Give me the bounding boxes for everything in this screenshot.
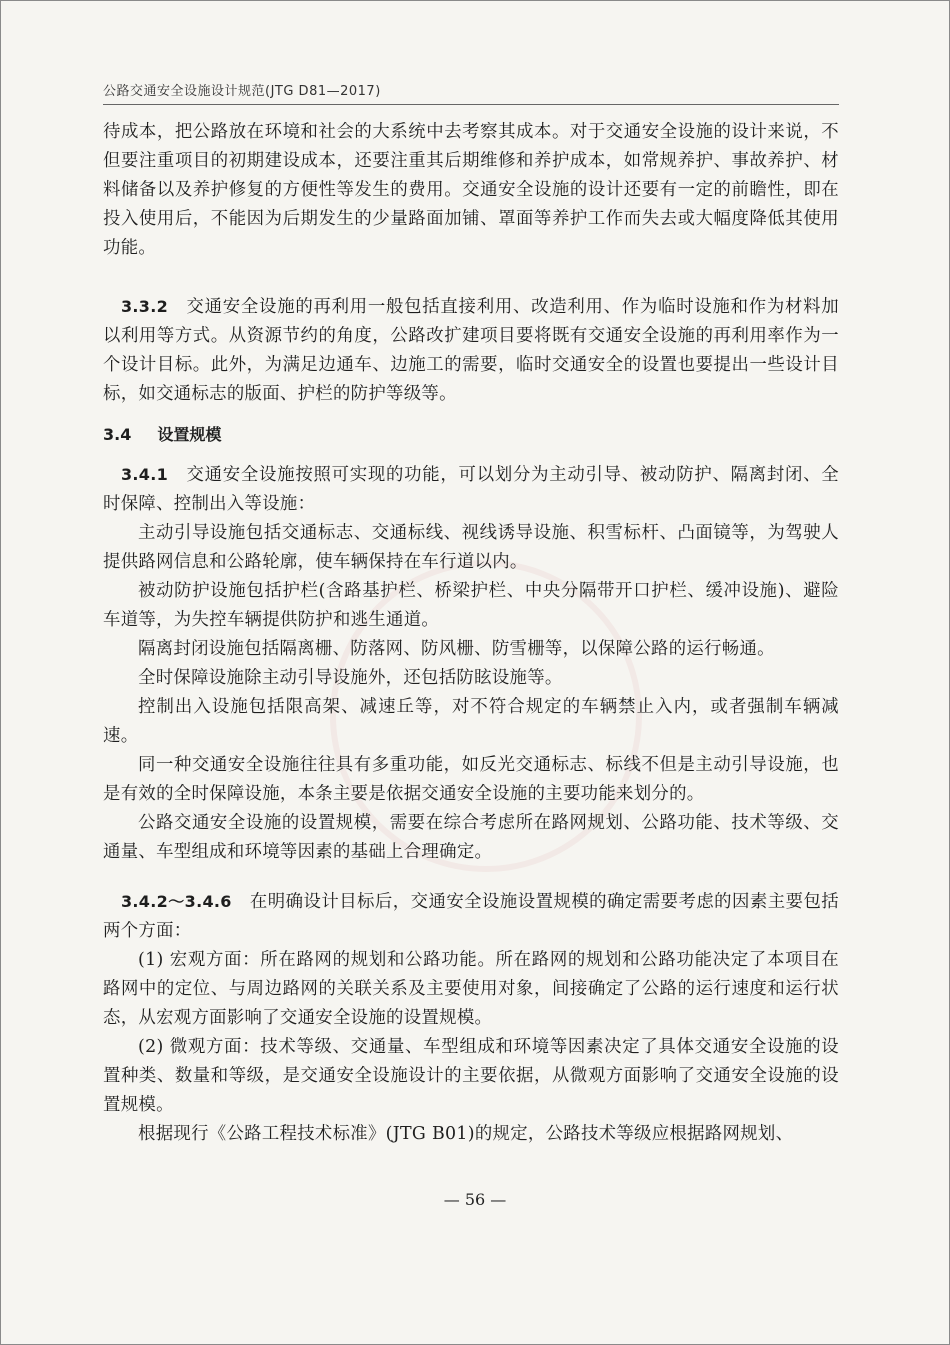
clause-text: 交通安全设施按照可实现的功能，可以划分为主动引导、被动防护、隔离封闭、全时保障、控制出入等设施：: [103, 465, 839, 514]
clause-text: 在明确设计目标后，交通安全设施设置规模的确定需要考虑的因素主要包括两个方面：: [103, 892, 839, 941]
paragraph-micro: (2) 微观方面：技术等级、交通量、车型组成和环境等因素决定了具体交通安全设施的设置种类、数量和等级，是交通安全设施设计的主要依据，从微观方面影响了交通安全设施的设置规模。: [103, 1037, 839, 1115]
paragraph-technical-standard: 根据现行《公路工程技术标准》(JTG B01)的规定，公路技术等级应根据路网规划、: [138, 1124, 794, 1144]
clause-text: 交通安全设施的再利用一般包括直接利用、改造利用、作为临时设施和作为材料加以利用等方式。从资源节约的角度，公路改扩建项目要将既有交通安全设施的再利用率作为一个设计目标。此外，为满足边通车、边施工的需要，临时交通安全的设置也要提出一些设计目标，如交通标志的版面、护栏的防护等级等。: [103, 297, 839, 404]
page-body: [103, 118, 839, 1149]
clause-number: 3.3.2: [121, 297, 169, 316]
paragraph-multi-function: 同一种交通安全设施往往具有多重功能，如反光交通标志、标线不但是主动引导设施，也是有效的全时保障设施，本条主要是依据交通安全设施的主要功能来划分的。: [103, 755, 839, 804]
page-number: — 56 —: [443, 1190, 507, 1209]
paragraph-passive-protection: 被动防护设施包括护栏(含路基护栏、桥梁护栏、中央分隔带开口护栏、缓冲设施)、避险车道等，为失控车辆提供防护和逃生通道。: [103, 581, 839, 630]
paragraph-macro: (1) 宏观方面：所在路网的规划和公路功能。所在路网的规划和公路功能决定了本项目在路网中的定位、与周边路网的关联关系及主要使用对象，间接确定了公路的运行速度和运行状态，从宏观方面影响了交通安全设施的设置规模。: [103, 950, 839, 1028]
paragraph-full-time: 全时保障设施除主动引导设施外，还包括防眩设施等。: [138, 668, 563, 688]
paragraph-access-control: 控制出入设施包括限高架、减速丘等，对不符合规定的车辆禁止入内，或者强制车辆减速。: [103, 697, 839, 746]
paragraph-isolation: 隔离封闭设施包括隔离栅、防落网、防风栅、防雪栅等，以保障公路的运行畅通。: [138, 639, 775, 659]
section-title: 设置规模: [157, 425, 222, 444]
section-number: 3.4: [103, 425, 132, 444]
clause-number: 3.4.2～3.4.6: [121, 892, 232, 911]
header-rule: [103, 104, 839, 105]
paragraph-cost-continued: 待成本，把公路放在环境和社会的大系统中去考察其成本。对于交通安全设施的设计来说，不但要注重项目的初期建设成本，还要注重其后期维修和养护成本，如常规养护、事故养护、材料储备以及养护修复的方便性等发生的费用。交通安全设施的设计还要有一定的前瞻性，即在投入使用后，不能因为后期发生的少量路面加铺、罩面等养护工作而失去或大幅度降低其使用功能。: [103, 122, 839, 258]
paragraph-active-guidance: 主动引导设施包括交通标志、交通标线、视线诱导设施、积雪标杆、凸面镜等，为驾驶人提供路网信息和公路轮廓，使车辆保持在车行道以内。: [103, 523, 839, 572]
clause-3-4-2-to-3-4-6: [103, 887, 839, 946]
paragraph-setting-scale: 公路交通安全设施的设置规模，需要在综合考虑所在路网规划、公路功能、技术等级、交通量、车型组成和环境等因素的基础上合理确定。: [103, 813, 839, 862]
clause-number: 3.4.1: [121, 465, 169, 484]
clause-3-3-2: [103, 292, 839, 409]
clause-3-4-1: [103, 460, 839, 519]
running-header: 公路交通安全设施设计规范(JTG D81—2017): [103, 84, 381, 99]
section-heading-3-4: [103, 420, 839, 449]
